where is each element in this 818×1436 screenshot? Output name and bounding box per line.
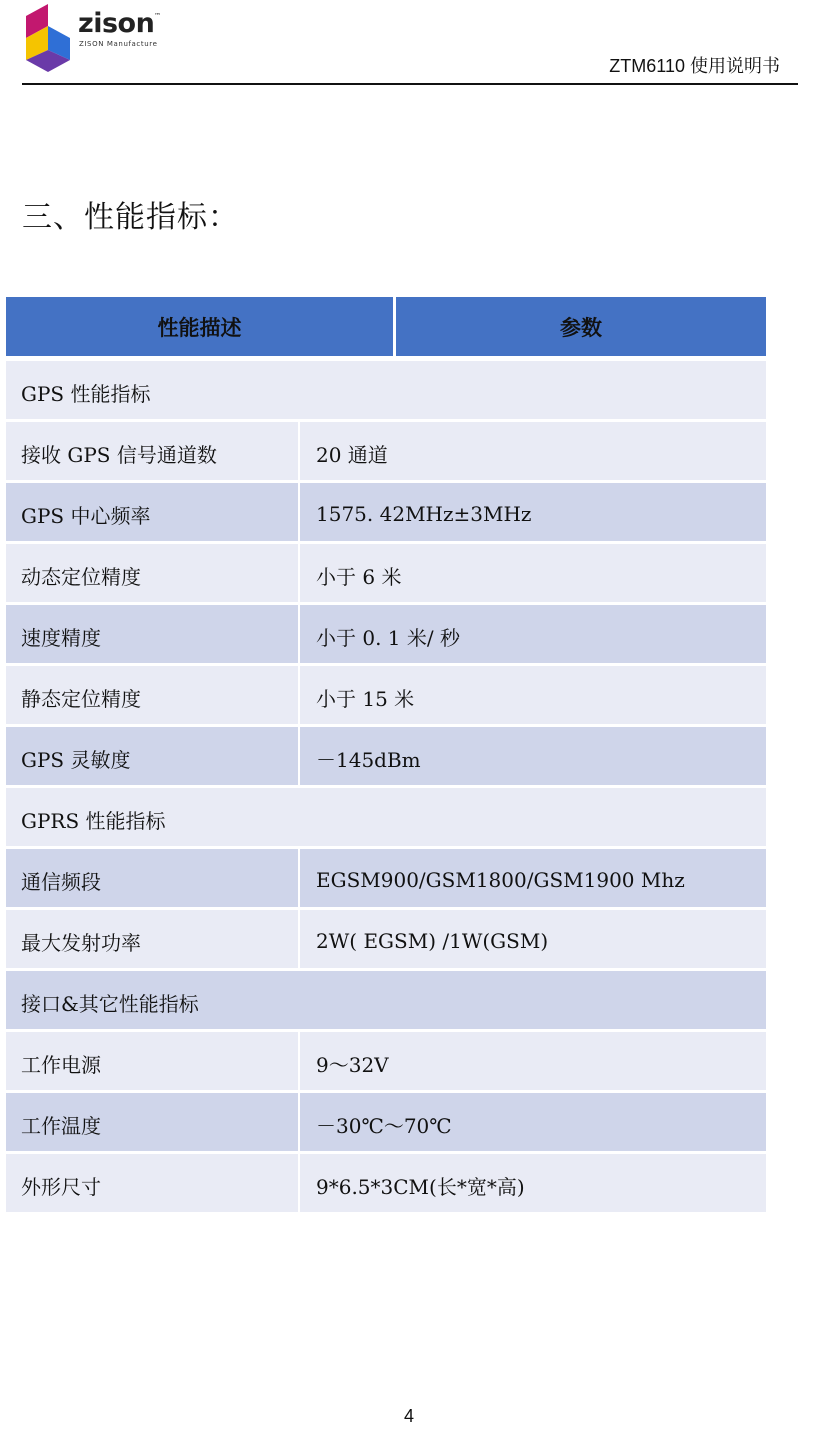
table-row [6,849,766,907]
table-section-row [6,788,766,846]
row-value: 20 通道 [300,422,766,480]
row-value: －145dBm [300,727,766,785]
row-label: 最大发射功率 [6,910,298,968]
header-divider [22,83,798,85]
row-value: 9*6.5*3CM(长*宽*高) [300,1154,766,1212]
row-label: 动态定位精度 [6,544,298,602]
table-row [6,544,766,602]
row-value: 小于 15 米 [300,666,766,724]
row-label: 工作温度 [6,1093,298,1151]
row-value: 小于 0. 1 米/ 秒 [300,605,766,663]
table-row [6,727,766,785]
section-label: GPS 性能指标 [6,361,766,419]
section-label: GPRS 性能指标 [6,788,766,846]
table-header-description: 性能描述 [6,297,393,356]
row-label: GPS 灵敏度 [6,727,298,785]
logo-tagline: ZISON Manufacture [79,40,158,48]
row-value: －30℃～70℃ [300,1093,766,1151]
section-label: 接口&其它性能指标 [6,971,766,1029]
logo-trademark: ™ [154,12,161,20]
table-section-row [6,361,766,419]
page-header [0,0,818,86]
table-row [6,1154,766,1212]
table-row [6,1032,766,1090]
logo-cube-icon [24,2,72,72]
zison-logo [24,2,174,72]
row-value: 9～32V [300,1032,766,1090]
logo-wordmark: zison [78,8,155,39]
row-label: 通信频段 [6,849,298,907]
table-row [6,422,766,480]
row-value: 2W( EGSM) /1W(GSM) [300,910,766,968]
row-label: 静态定位精度 [6,666,298,724]
row-label: 速度精度 [6,605,298,663]
table-row [6,605,766,663]
page-number: 4 [403,1406,414,1426]
row-label: 工作电源 [6,1032,298,1090]
row-label: 外形尺寸 [6,1154,298,1212]
table-row [6,910,766,968]
table-header-parameter: 参数 [396,297,766,356]
table-row [6,666,766,724]
row-value: 1575. 42MHz±3MHz [300,483,766,541]
table-row [6,483,766,541]
table-row [6,1093,766,1151]
row-value: EGSM900/GSM1800/GSM1900 Mhz [300,849,766,907]
performance-table [6,297,766,1215]
row-label: GPS 中心频率 [6,483,298,541]
table-header-row [6,297,766,356]
document-title: ZTM6110 使用说明书 [609,56,780,76]
table-section-row [6,971,766,1029]
row-value: 小于 6 米 [300,544,766,602]
section-heading: 三、性能指标： [22,200,239,235]
row-label: 接收 GPS 信号通道数 [6,422,298,480]
